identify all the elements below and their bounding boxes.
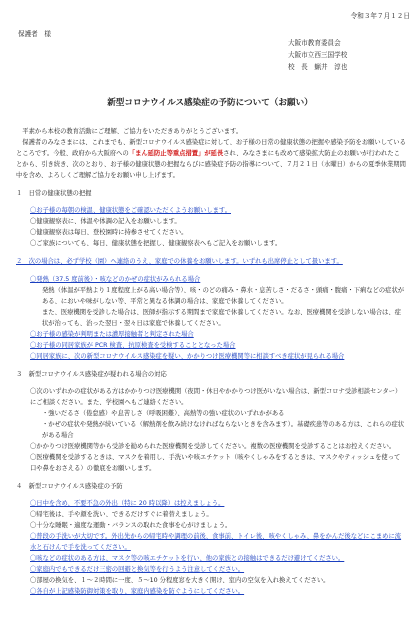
- section-heading: ４ 新型コロナウイルス感染症の予防: [16, 482, 123, 490]
- intro-para: [16, 137, 406, 181]
- list-item: 〇健康観察表は毎日、登校園時に持参させてください。: [30, 229, 188, 237]
- list-item: 〇お子様の同居家族が PCR 検査、抗原検査を受検することとなった場合: [30, 341, 236, 349]
- list-item: 〇次のいずれかの症状がある方はかかりつけ医療機関（夜間・休日やかかりつけ医がいない場合は、新型コロナ受診相談センター）にご相談ください。また、学校園へもご連絡ください。: [30, 387, 402, 406]
- sender-block: [288, 37, 347, 73]
- document-body: [16, 126, 406, 597]
- list-item: 〇同居家族に、次の新型コロナウイルス感染症を疑い、かかりつけ医療機関等に相談すべき症状が見られる場合: [30, 352, 345, 360]
- section-heading: ２ 次の場合は、必ず学校（園）へ連絡のうえ、家庭での休養をお願いします。いずれも出席停止として扱います。: [16, 258, 343, 266]
- list-item: 〇かかりつけ医療機関等から受診を勧められた医療機関を受診してください。複数の医療機関を受診することはお控えください。: [30, 442, 396, 450]
- list-item: 〇お子様の感染が判明または濃厚接触者と判定された場合: [30, 330, 194, 338]
- section-1: [16, 188, 406, 249]
- list-item: 〇咳などの症状のある方は、マスク等の咳エチケットを行い、他の家族との接触はできるだけ避けてください。: [30, 555, 345, 563]
- list-item: 〇日中を含め、不要不急の外出（特に 20 時以降）は控えましょう。: [30, 500, 225, 508]
- list-item: 〇部屋の換気を、１〜２時間に一度、５〜10 分程度窓を大きく開け、室内の空気を入れ換えてください。: [30, 577, 330, 585]
- list-item: 〇ご家族についても、毎日、健康状態を把握し、健康観察表へもご記入をお願いします。: [30, 240, 282, 248]
- intro-text: 保護者のみなさまには、これまでも、新型コロナウイルス感染症に対して、お子様の日常の健康状態の把握や感染予防をお願いしているところです。今般、政府から大阪府への: [16, 139, 406, 157]
- list-item: 〇普段の手洗いが大切です。外出先からの帰宅時や調理の前後、食事前、トイレ後、咳やくしゃみ、鼻をかんだ後などにこまめに流水と石けんで手を洗ってください。: [30, 533, 402, 552]
- intro-para: 平素から本校の教育活動にご理解、ご協力をいただきありがとうございます。: [22, 128, 243, 135]
- list-item: 〇お子様の毎朝の検温、健康状態をご確認いただくようお願いします。: [30, 207, 231, 215]
- document-title: 新型コロナウイルス感染症の予防について（お願い）: [107, 98, 313, 108]
- list-item-text: また、医療機関を受診した場合は、医師が指示する期間まで家庭で休養してください。なお、医療機関を受診しない場合は、症状が治っても、治った翌日・翌々日は家庭で休養してください。: [42, 308, 401, 327]
- section-heading: １ 日常の健康状態の把握: [16, 190, 92, 197]
- list-item: 〇各自が上記感染防御対策を取り、家庭内感染を防ぐようにしてください。: [30, 588, 245, 596]
- list-subitem: ・かぜの症状や発熱が続いている（解熱剤を飲み続けなければならないときを含みます）。基礎疾患等のある方は、これらの症状がある場合: [42, 420, 405, 439]
- issue-date: 令和３年７月１２日: [350, 12, 410, 20]
- section-heading: ３ 新型コロナウイルス感染症が疑われる場合の対応: [16, 370, 167, 378]
- list-item: 〇家庭内でもできるだけ三密の回避と換気等を行うよう注意してください。: [30, 566, 245, 574]
- list-item: 〇健康観察表に、体温や体調の記入をお願いします。: [30, 218, 181, 226]
- list-subitem: ・強いだるさ（倦怠感）や息苦しさ（呼吸困難）、高熱等の強い症状のいずれかがある: [42, 409, 285, 417]
- list-item: 〇医療機関を受診するときは、マスクを着用し、手洗いや咳エチケット（咳やくしゃみをするときは、マスクやティッシュを使って口や鼻をおさえる）の徹底をお願いします。: [30, 453, 401, 472]
- intro-text: され、みなさまにも改めて感染拡大防止のお願いが行われたことから、引き続き、次のとおり、お子様の健康状態の把握ならびに感染症予防の指導について、７月２１日（水曜日）からの夏季休業期間中を含め、よろしくご理解ご協力をお願い申し上げます。: [16, 150, 406, 179]
- sender-line: 大阪市立西三国学校: [288, 51, 348, 59]
- recipient: 保護者 様: [18, 30, 51, 38]
- section-4: [16, 481, 406, 597]
- sender-line: 校 長 蝋井 淳也: [288, 63, 348, 71]
- list-item-text: 発熱（体温が平熱より１度程度上がる高い場合等）、咳・のどの痛み・鼻水・息苦しさ・だるさ・頭痛・腹痛・下痢などの症状がある、においや味がしない等、平常と異なる体調の場合は、家庭で休養してください。: [42, 286, 405, 305]
- section-3: [16, 369, 406, 474]
- list-item: 〇発熱（37.5 度前後）・咳などのかぜの症状がみられる場合: [30, 275, 201, 283]
- list-item: 〇帰宅後は、手や顔を洗い、できるだけすぐに着替えましょう。: [30, 511, 213, 519]
- highlight-text: 「まん延防止等重点措置」が延長: [128, 150, 224, 157]
- list-item: 〇十分な睡眠・適度な運動・バランスの取れた食事を心がけましょう。: [30, 522, 232, 530]
- section-2: [16, 256, 406, 361]
- sender-line: 大阪市教育委員会: [288, 39, 341, 47]
